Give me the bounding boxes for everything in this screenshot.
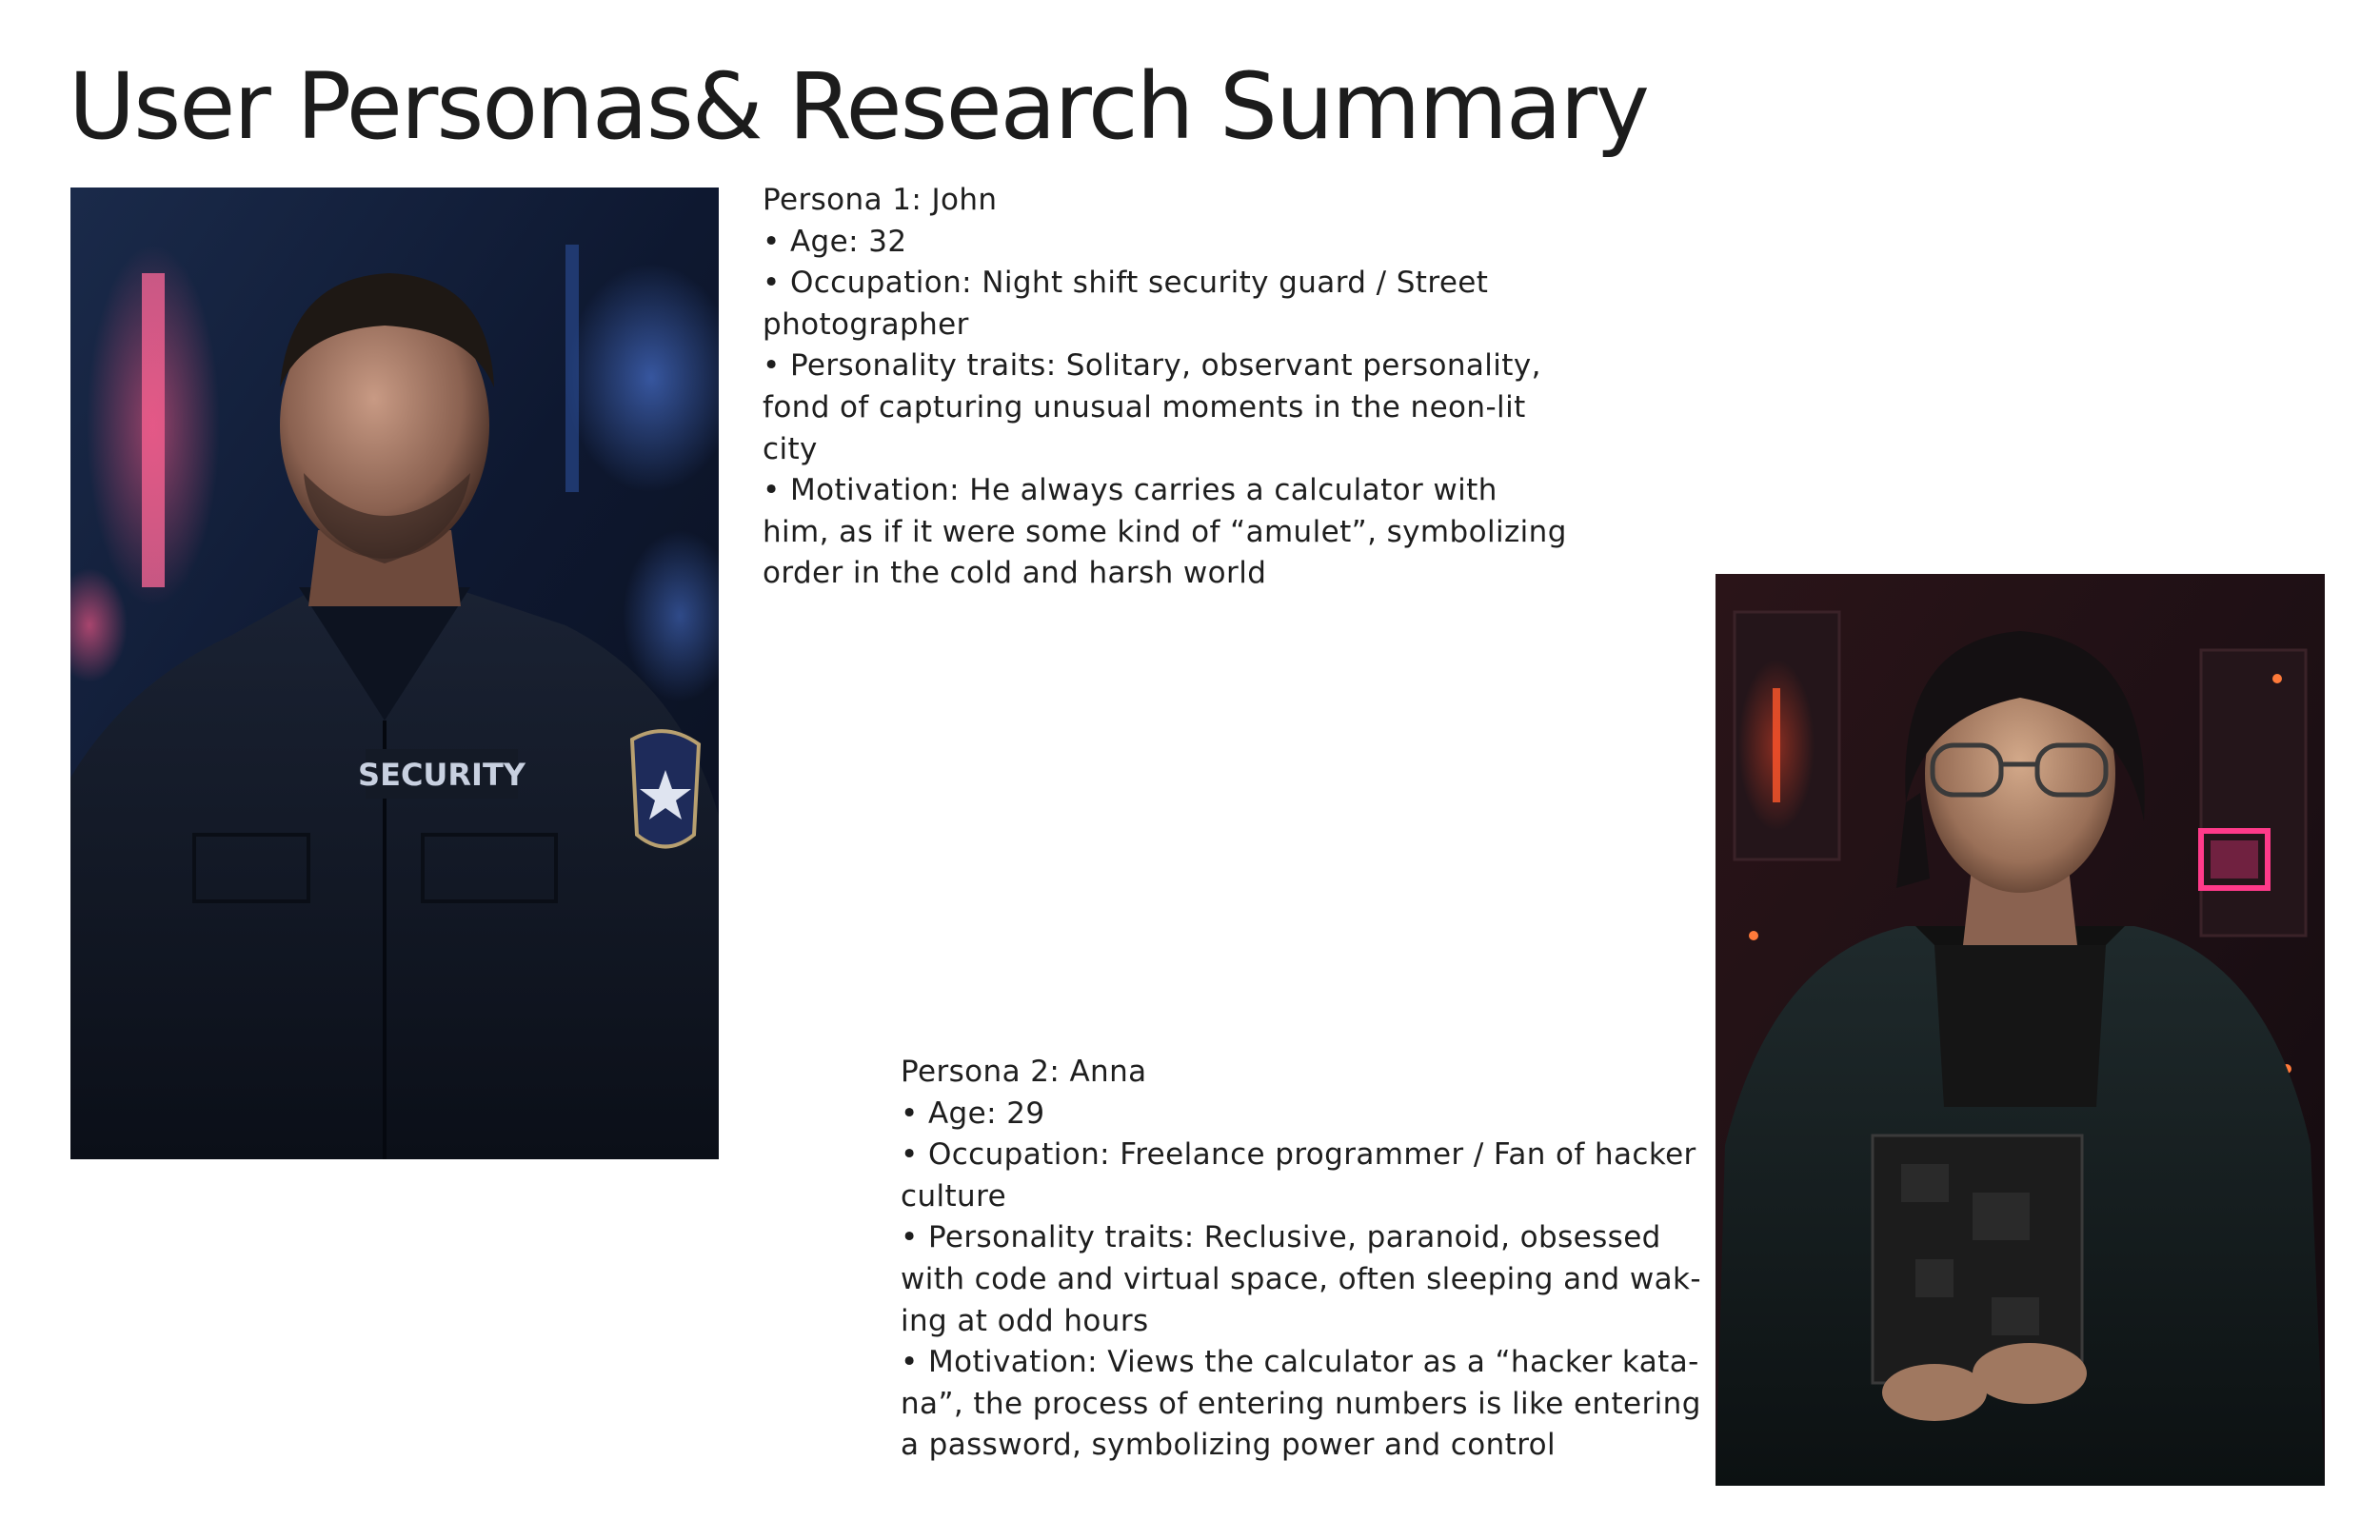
persona-anna-traits-cont: ing at odd hours	[901, 1303, 1149, 1338]
persona-anna-age: • Age: 29	[901, 1096, 1045, 1131]
page-title: User Personas& Research Summary	[69, 53, 1648, 160]
persona-anna-photo	[1716, 574, 2325, 1486]
persona-john-occupation-cont: photographer	[763, 306, 969, 342]
persona-john-motivation-cont: him, as if it were some kind of “amulet”, symbolizing	[763, 514, 1567, 549]
persona-anna-motivation: • Motivation: Views the calculator as a “hacker kata-	[901, 1345, 1699, 1380]
persona-anna-details	[901, 1052, 1700, 1467]
persona-anna-traits: • Personality traits: Reclusive, paranoid, obsessed	[901, 1220, 1661, 1255]
persona-john-photo	[70, 188, 719, 1159]
persona-anna-motivation-cont: na”, the process of entering numbers is like entering	[901, 1386, 1701, 1421]
persona-john-traits: • Personality traits: Solitary, observant personality,	[763, 348, 1541, 384]
persona-john-heading: Persona 1: John	[763, 183, 998, 217]
persona-john-traits-cont: city	[763, 431, 818, 466]
persona-john-age: • Age: 32	[763, 224, 907, 259]
persona-john-details	[763, 180, 1567, 595]
persona-anna-image	[1716, 574, 2325, 1486]
persona-anna-traits-cont: with code and virtual space, often sleeping and wak-	[901, 1261, 1701, 1296]
persona-john-motivation: • Motivation: He always carries a calculator with	[763, 473, 1497, 508]
persona-john-occupation: • Occupation: Night shift security guard / Street	[763, 266, 1489, 301]
security-badge-text: SECURITY	[358, 757, 526, 793]
persona-anna-motivation-cont: a password, symbolizing power and control	[901, 1428, 1557, 1463]
persona-john-traits-cont: fond of capturing unusual moments in the neon-lit	[763, 389, 1526, 424]
persona-john-motivation-cont: order in the cold and harsh world	[763, 556, 1267, 591]
persona-anna-occupation: • Occupation: Freelance programmer / Fan of hacker	[901, 1137, 1696, 1173]
persona-anna-heading: Persona 2: Anna	[901, 1055, 1147, 1089]
persona-anna-occupation-cont: culture	[901, 1178, 1007, 1214]
persona-john-image	[70, 188, 719, 1159]
